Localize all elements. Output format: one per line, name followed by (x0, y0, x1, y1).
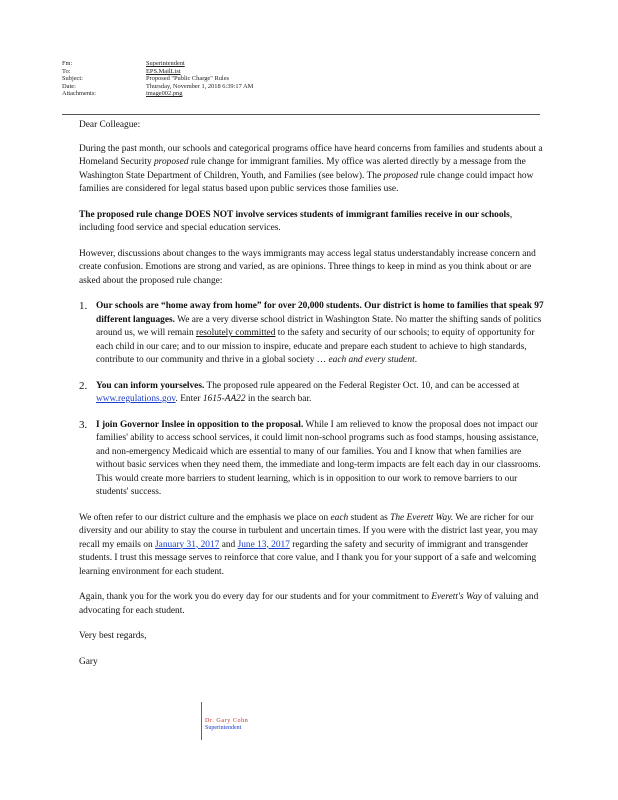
list-item-1 (79, 300, 545, 368)
list-number: 2. (79, 379, 88, 392)
item1-bold: Our schools are “home away from home” for over 20,000 students. Our district is home to families that speak 97 different languages. (96, 301, 544, 325)
paragraph-intro (79, 143, 545, 197)
header-subject-row (62, 75, 253, 83)
item2-text-b: . Enter (175, 394, 203, 404)
p4-text-b: student as (348, 512, 391, 523)
item1-italic: each and every student (328, 355, 415, 365)
paragraph-district-culture (79, 512, 545, 580)
p2-text: , including food service and special education services. (79, 209, 513, 233)
signoff-name: Gary (79, 656, 98, 667)
numbered-list (79, 300, 545, 500)
header-divider (62, 114, 540, 115)
p4-text-c: We are richer for our diversity and our ability to stay the course in turbulent and uncertain times. If you were with the district last year, you may recall my emails on (79, 512, 538, 550)
from-value[interactable]: Superintendent (146, 60, 185, 67)
closing: Very best regards, (79, 631, 147, 641)
list-item-3 (79, 419, 545, 500)
signature-title: Superintendent (205, 725, 242, 731)
signature-name: Dr. Gary Cohn (205, 718, 249, 724)
p4-text-a: We often refer to our district culture and the emphasis we place on (79, 512, 331, 523)
attachment-link[interactable]: image002.png (146, 90, 183, 98)
header-to-row (62, 68, 253, 76)
to-value[interactable]: EPS.MailList (146, 67, 181, 75)
date-label: Date: (62, 82, 76, 90)
item2-text-a: The proposed rule appeared on the Federal Register Oct. 10, and can be accessed at (204, 380, 520, 391)
p2-bold: The proposed rule change DOES NOT involve services students of immigrant families receive in our schools (79, 209, 510, 220)
item1-underline: resolutely committed (195, 328, 276, 338)
p1-italic-b: proposed (383, 170, 419, 181)
date-value: Thursday, November 1, 2018 6:39:17 AM (146, 82, 254, 90)
item3-text: While I am relieved to know the proposal does not impact our families' ability to access school services, it could limit non-school programs such as food stamps, housing assistance, and non-emergency Medicaid which are essential to many of our families. You and I know that when families are without basic services when they need them, the immediate and long-term impacts are felt each day in our classrooms. This would create more barriers to student learning, which is in opposition to our work to remove barriers to our students' success. (96, 419, 541, 497)
subject-value: Proposed "Public Charge" Rules (146, 75, 230, 83)
p5-text-a: Again, thank you for the work you do every day for our students and for your commitment to (79, 592, 432, 602)
p1-italic-a: proposed (153, 157, 189, 167)
p5-text-b: of valuing and advocating for each student. (79, 592, 539, 616)
p1-text-a: During the past month, our schools and categorical programs office have heard concerns from families and students about a Homeland Security (79, 143, 543, 167)
list-item-2 (79, 380, 545, 407)
item3-bold: I join Governor Inslee in opposition to the proposal. (96, 419, 304, 430)
header-attachments-row (62, 90, 253, 98)
p4-italic-each: each (330, 512, 349, 523)
header-from-row (62, 60, 253, 68)
email-link-jan[interactable]: January 31, 2017 (155, 539, 220, 550)
email-link-jun[interactable]: June 13, 2017 (237, 539, 290, 550)
header-date-row (62, 83, 253, 91)
item1-text-a: We are a very diverse school district in Washington State. No matter the shifting sands of politics around us, we will remain (96, 314, 542, 338)
paragraph-rule-scope (79, 209, 545, 236)
paragraph-thanks (79, 591, 545, 618)
item1-text-c: . (414, 355, 418, 365)
list-number: 1. (79, 300, 88, 312)
p4-text-e: regarding the safety and security of immigrant and transgender students. I trust this message serves to reinforce that core value, and I thank you for your support of a safe and welcoming learning environment for each student. (79, 539, 537, 577)
to-label: To: (62, 67, 71, 75)
email-header (62, 60, 253, 98)
paragraph-discussion: However, discussions about changes to the ways immigrants may access legal status understandably increase concern and create confusion. Emotions are strong and varied, as are opinions. Three things to keep in mind as you think about or are asked about the proposed rule change: (79, 248, 536, 286)
p1-text-c: rule change could impact how families are considered for legal status based upon public services those families use. (79, 170, 534, 194)
p1-text-b: rule change for immigrant families. My office was alerted directly by a message from the Washington State Department of Children, Youth, and Families (see below). The (79, 157, 526, 181)
list-number: 3. (79, 418, 88, 431)
p4-text-d: and (219, 539, 238, 550)
subject-label: Subject: (62, 75, 83, 83)
attachments-label: Attachments: (62, 90, 97, 98)
regulations-link[interactable]: www.regulations.gov (96, 394, 176, 404)
item2-italic: 1615-AA22 (202, 394, 246, 404)
salutation: Dear Colleague: (79, 120, 141, 130)
item1-text-b: to the safety and security of our schools; to equity of opportunity for each child in our care; and to our mission to inspire, educate and prepare each student to achieve to high standards, contribute to our community and thrive in a global society … (96, 328, 535, 365)
item2-bold: You can inform yourselves. (96, 380, 205, 391)
from-label: Fm: (62, 60, 73, 67)
signature-divider (201, 702, 202, 740)
item2-text-c: in the search bar. (245, 394, 312, 404)
signature-block (205, 718, 248, 732)
p5-italic: Everett's Way (431, 592, 482, 602)
p4-italic-everett-way: The Everett Way. (390, 512, 454, 523)
letter-body (79, 119, 545, 681)
